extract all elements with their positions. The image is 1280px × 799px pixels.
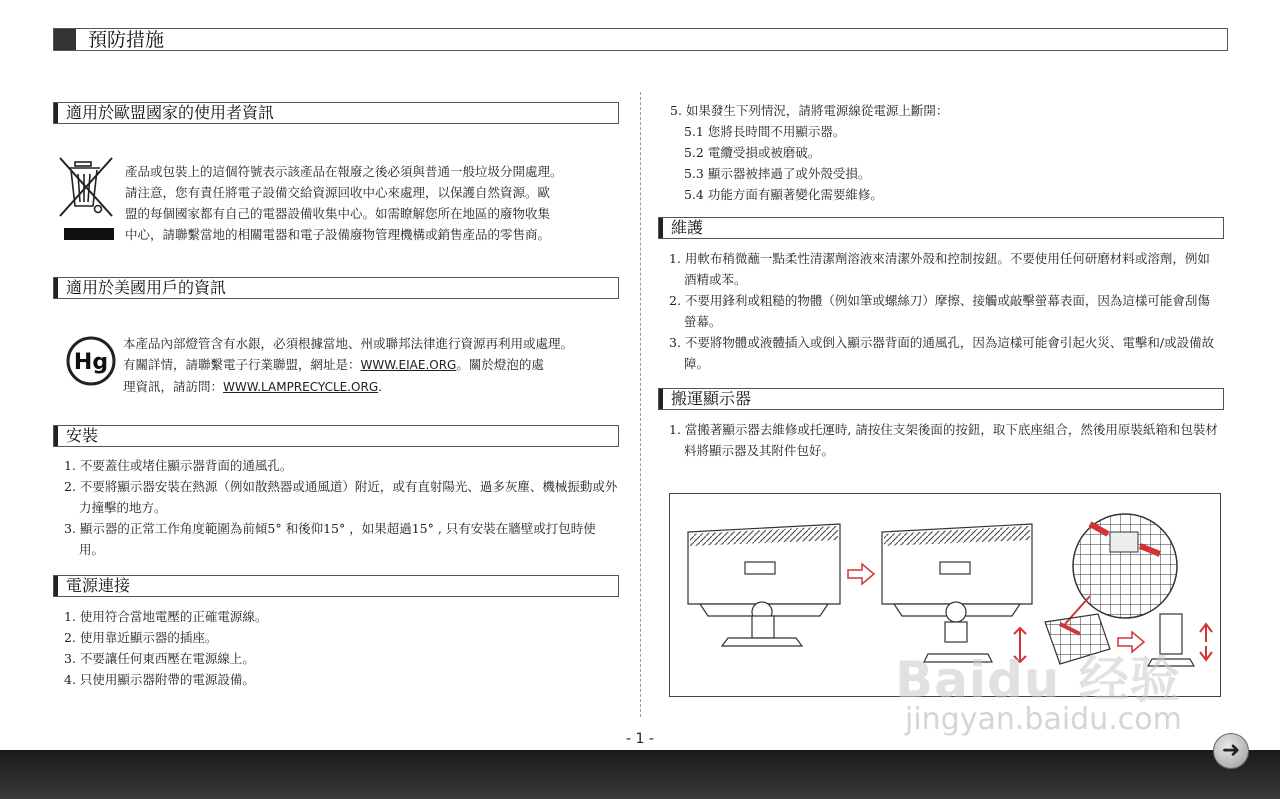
heading-bar (659, 218, 663, 238)
list-item: 5.3 顯示器被摔過了或外殼受損。 (684, 166, 871, 181)
list-item: 2. 使用靠近顯示器的插座。 (64, 630, 218, 645)
next-step-arrow-icon (848, 564, 874, 584)
disconnect-list (670, 100, 1220, 205)
install-list (64, 455, 620, 560)
list-item: 2. 不要將顯示器安裝在熱源（例如散熱器或通風道）附近，或有直射陽光、過多灰塵、機械振動或外力撞擊的地方。 (64, 479, 618, 515)
hg-icon-text: Hg (73, 350, 109, 375)
list-item: 2. 不要用鋒利或粗糙的物體（例如筆或螺絲刀）摩擦、接觸或敲擊螢幕表面，因為這樣可能會刮傷螢幕。 (669, 293, 1210, 329)
heading-bar (54, 576, 58, 596)
page-header (53, 28, 1228, 51)
us-line-2-text: 有關詳情，請聯繫電子行業聯盟，網址是： (123, 357, 361, 372)
page-title: 預防措施 (88, 29, 165, 51)
section-heading-install (53, 425, 619, 447)
watermark-url: jingyan.baidu.com (905, 702, 1182, 737)
header-block-marker (54, 29, 76, 50)
next-page-button[interactable] (1213, 733, 1249, 769)
list-item: 3. 不要讓任何東西壓在電源線上。 (64, 651, 255, 666)
column-divider (640, 92, 641, 717)
us-line-2 (123, 354, 633, 376)
monitor-back-1 (688, 524, 840, 646)
section-heading-eu (53, 102, 619, 124)
section-heading-transport (658, 388, 1224, 410)
list-item: 1. 使用符合當地電壓的正確電源線。 (64, 609, 268, 624)
power-list (64, 606, 620, 690)
list-item: 1. 不要蓋住或堵住顯示器背面的通風孔。 (64, 458, 293, 473)
button-zoom-detail (1073, 514, 1177, 618)
list-item: 5.4 功能方面有顯著變化需要維修。 (684, 187, 883, 202)
weee-crossed-bin-icon (58, 156, 114, 242)
us-line-3-tail: . (378, 379, 383, 394)
heading-bar (659, 389, 663, 409)
heading-bar (54, 278, 58, 298)
section-heading-power (53, 575, 619, 597)
list-item: 4. 只使用顯示器附帶的電源設備。 (64, 672, 255, 687)
section-title-maintenance: 維護 (671, 218, 704, 237)
list-item: 3. 顯示器的正常工作角度範圍為前傾5° 和後仰15° ，如果超過15° , 只有安裝在牆壁或打包時使用。 (64, 521, 596, 557)
list-item: 1. 用軟布稍微蘸一點柔性清潔劑溶液來清潔外殼和控制按鈕。不要使用任何研磨材料或溶劑，例如酒精或苯。 (669, 251, 1210, 287)
footer-band (0, 750, 1280, 799)
watermark-brand: Baidu 经验 (895, 651, 1181, 709)
eu-line: 請注意，您有責任將電子設備交給資源回收中心來處理，以保護自然資源。歐 (125, 185, 551, 200)
list-intro: 5. 如果發生下列情況，請將電源線從電源上斷開： (670, 103, 949, 118)
eu-line: 盟的每個國家都有自己的電器設備收集中心。如需瞭解您所在地區的廢物收集 (125, 206, 551, 221)
maintenance-list (669, 248, 1221, 374)
heading-bar (54, 103, 58, 123)
list-item: 5.2 電纜受損或被磨破。 (684, 145, 821, 160)
eu-line: 中心，請聯繫當地的相關電器和電子設備廢物管理機構或銷售產品的零售商。 (125, 227, 551, 242)
mercury-hg-icon (65, 335, 117, 387)
eu-paragraph (125, 161, 625, 245)
eu-line: 產品或包裝上的這個符號表示該產品在報廢之後必須與普通一般垃圾分開處理。 (125, 164, 563, 179)
us-line-3-text: 理資訊，請訪問： (123, 379, 224, 394)
section-title-install: 安裝 (66, 426, 99, 445)
us-line-1: 本產品內部燈管含有水銀，必須根據當地、州或聯邦法律進行資源再利用或處理。 (123, 336, 574, 351)
us-line-2-tail: 。關於燈泡的處 (456, 357, 544, 372)
section-title-eu: 適用於歐盟國家的使用者資訊 (66, 103, 275, 122)
section-title-us: 適用於美國用戶的資訊 (66, 278, 227, 297)
section-title-transport: 搬運顯示器 (671, 389, 752, 408)
section-title-power: 電源連接 (66, 576, 131, 595)
list-item: 5.1 您將長時間不用顯示器。 (684, 124, 846, 139)
us-paragraph (123, 333, 633, 398)
lamprecycle-link[interactable]: WWW.LAMPRECYCLE.ORG (223, 380, 379, 394)
list-item: 3. 不要將物體或液體插入或倒入顯示器背面的通風孔，因為這樣可能會引起火災、電擊和/或設備故障。 (669, 335, 1215, 371)
section-heading-us (53, 277, 619, 299)
list-item: 1. 當搬著顯示器去維修或托運時, 請按住支架後面的按鈕，取下底座組合，然後用原裝紙箱和包裝材料將顯示器及其附件包好。 (669, 422, 1218, 458)
us-line-3 (123, 376, 633, 398)
arrow-right-icon: ➜ (1221, 738, 1241, 763)
heading-bar (54, 426, 58, 446)
transport-list (669, 419, 1221, 461)
section-heading-maintenance (658, 217, 1224, 239)
eiae-link[interactable]: WWW.EIAE.ORG (360, 358, 457, 372)
page-number: - 1 - (626, 731, 654, 747)
